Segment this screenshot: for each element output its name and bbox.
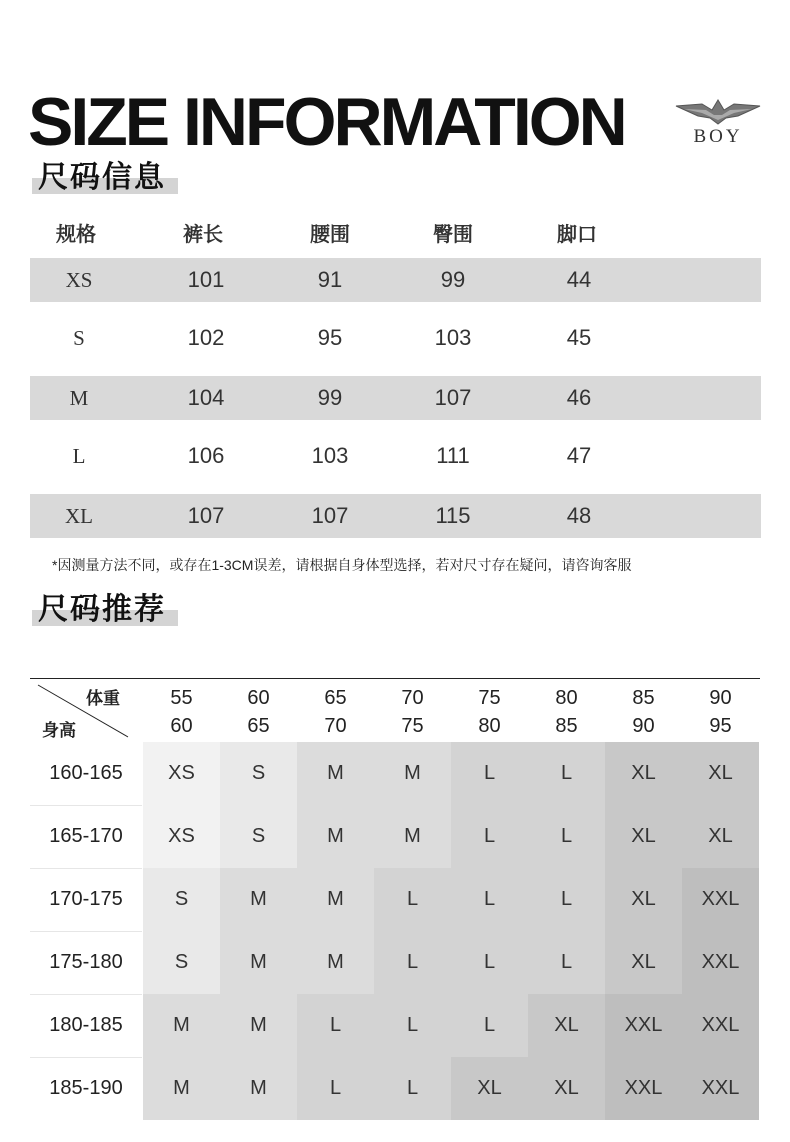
weight-range-to: 75	[401, 715, 424, 737]
recommended-size-cell: L	[528, 805, 605, 868]
row-divider	[30, 931, 142, 932]
recommended-size-cell: M	[143, 1057, 220, 1120]
recommended-size-cell: M	[297, 742, 374, 805]
col-header-hem: 脚口	[557, 224, 597, 246]
recommended-size-cell: M	[220, 994, 297, 1057]
weight-range-header	[451, 684, 528, 740]
table-row	[30, 434, 761, 478]
height-range-label: 185-190	[49, 1077, 123, 1099]
cell-size: M	[69, 386, 89, 410]
recommended-size-cell: L	[451, 868, 528, 931]
recommended-size-cell: L	[297, 994, 374, 1057]
height-range-label: 160-165	[49, 762, 123, 784]
recommended-size-cell: L	[528, 931, 605, 994]
recommended-size-cell: S	[143, 931, 220, 994]
cell-length: 107	[187, 503, 225, 528]
recommended-size-cell: S	[220, 805, 297, 868]
measurement-note: *因测量方法不同，或存在1-3CM误差，请根据自身体型选择，若对尺寸存在疑问，请咨询客服	[52, 557, 632, 573]
cell-size: XS	[65, 268, 93, 292]
cell-hip: 115	[435, 503, 471, 528]
recommended-size-cell: XL	[605, 931, 682, 994]
table-row	[30, 258, 761, 302]
recommended-size-cell: M	[297, 868, 374, 931]
recommended-size-cell: XL	[451, 1057, 528, 1120]
recommended-size-cell: XL	[528, 1057, 605, 1120]
recommended-size-cell: XS	[143, 805, 220, 868]
cell-waist: 107	[311, 503, 349, 528]
recommended-size-cell: L	[451, 805, 528, 868]
cell-hem: 48	[566, 503, 592, 528]
recommended-size-cell: M	[374, 742, 451, 805]
height-range-label: 180-185	[49, 1014, 123, 1036]
recommended-size-cell: L	[451, 742, 528, 805]
cell-waist: 91	[317, 267, 343, 292]
recommended-size-cell: M	[220, 931, 297, 994]
recommended-size-cell: XXL	[605, 994, 682, 1057]
recommended-size-cell: M	[374, 805, 451, 868]
cell-hem: 45	[566, 325, 592, 350]
weight-range-header	[143, 684, 220, 740]
recommended-size-cell: S	[143, 868, 220, 931]
cell-waist: 95	[317, 325, 343, 350]
recommended-size-cell: XXL	[682, 868, 759, 931]
table-row	[30, 376, 761, 420]
recommended-size-cell: L	[374, 994, 451, 1057]
cell-size: S	[73, 326, 85, 350]
weight-range-to: 90	[632, 715, 655, 737]
recommended-size-cell: L	[374, 868, 451, 931]
size-info-heading-text: 尺码信息	[38, 161, 166, 194]
weight-range-from: 60	[247, 687, 270, 709]
recommended-size-cell: S	[220, 742, 297, 805]
recommended-size-cell: XL	[682, 742, 759, 805]
recommended-size-cell: M	[220, 1057, 297, 1120]
weight-range-header	[528, 684, 605, 740]
recommended-size-cell: M	[220, 868, 297, 931]
recommended-size-cell: L	[374, 1057, 451, 1120]
recommended-size-cell: XXL	[682, 931, 759, 994]
size-recommend-heading	[32, 592, 174, 628]
logo-text: BOY	[693, 126, 743, 147]
recommended-size-cell: XL	[605, 805, 682, 868]
weight-range-header	[220, 684, 297, 740]
cell-length: 106	[187, 443, 225, 468]
recommended-size-cell: L	[451, 994, 528, 1057]
recommended-size-cell: M	[297, 805, 374, 868]
size-info-heading	[32, 160, 174, 196]
cell-hip: 111	[436, 443, 470, 468]
weight-range-from: 55	[170, 687, 193, 709]
cell-hem: 44	[566, 267, 592, 292]
weight-range-header	[374, 684, 451, 740]
cell-waist: 99	[317, 385, 343, 410]
col-header-length: 裤长	[183, 224, 223, 246]
cell-hem: 47	[566, 443, 592, 468]
col-header-spec: 规格	[56, 224, 96, 246]
recommended-size-cell: XXL	[682, 994, 759, 1057]
recommended-size-cell: L	[297, 1057, 374, 1120]
cell-size: XL	[65, 504, 93, 528]
cell-length: 102	[187, 325, 225, 350]
recommended-size-cell: L	[374, 931, 451, 994]
row-divider	[30, 994, 142, 995]
recommended-size-cell: XL	[605, 868, 682, 931]
weight-range-from: 70	[401, 687, 424, 709]
page-title: SIZE INFORMATION	[28, 84, 625, 160]
cell-waist: 103	[311, 443, 349, 468]
cell-size: L	[72, 444, 86, 468]
cell-hip: 99	[440, 267, 466, 292]
recommended-size-cell: L	[451, 931, 528, 994]
weight-range-from: 85	[632, 687, 655, 709]
weight-range-from: 90	[709, 687, 732, 709]
cell-hem: 46	[566, 385, 592, 410]
height-label: 身高	[42, 721, 76, 740]
cell-hip: 103	[434, 325, 472, 350]
weight-range-to: 70	[324, 715, 347, 737]
table-row	[30, 316, 761, 360]
weight-range-to: 80	[478, 715, 501, 737]
weight-range-to: 95	[709, 715, 732, 737]
recommended-size-cell: XS	[143, 742, 220, 805]
height-range-label: 175-180	[49, 951, 123, 973]
recommended-size-cell: L	[528, 868, 605, 931]
row-divider	[30, 868, 142, 869]
weight-range-header	[297, 684, 374, 740]
cell-length: 101	[187, 267, 225, 292]
table-row	[30, 494, 761, 538]
height-range-label: 165-170	[49, 825, 123, 847]
weight-range-to: 65	[247, 715, 270, 737]
height-range-label: 170-175	[49, 888, 123, 910]
weight-range-to: 85	[555, 715, 578, 737]
recommended-size-cell: XXL	[605, 1057, 682, 1120]
recommended-size-cell: XL	[682, 805, 759, 868]
recommended-size-cell: M	[297, 931, 374, 994]
cell-hip: 107	[434, 385, 472, 410]
weight-range-header	[605, 684, 682, 740]
recommended-size-cell: L	[528, 742, 605, 805]
weight-range-from: 75	[478, 687, 501, 709]
cell-length: 104	[187, 385, 225, 410]
size-recommend-heading-text: 尺码推荐	[38, 593, 166, 626]
recommended-size-cell: XXL	[682, 1057, 759, 1120]
weight-range-header	[682, 684, 759, 740]
col-header-hip: 臀围	[433, 224, 473, 246]
weight-label: 体重	[86, 689, 120, 708]
weight-range-to: 60	[170, 715, 193, 737]
weight-range-from: 80	[555, 687, 578, 709]
weight-range-from: 65	[324, 687, 347, 709]
row-divider	[30, 1057, 142, 1058]
recommended-size-cell: M	[143, 994, 220, 1057]
col-header-waist: 腰围	[310, 224, 350, 246]
row-divider	[30, 805, 142, 806]
recommended-size-cell: XL	[528, 994, 605, 1057]
recommended-size-cell: XL	[605, 742, 682, 805]
